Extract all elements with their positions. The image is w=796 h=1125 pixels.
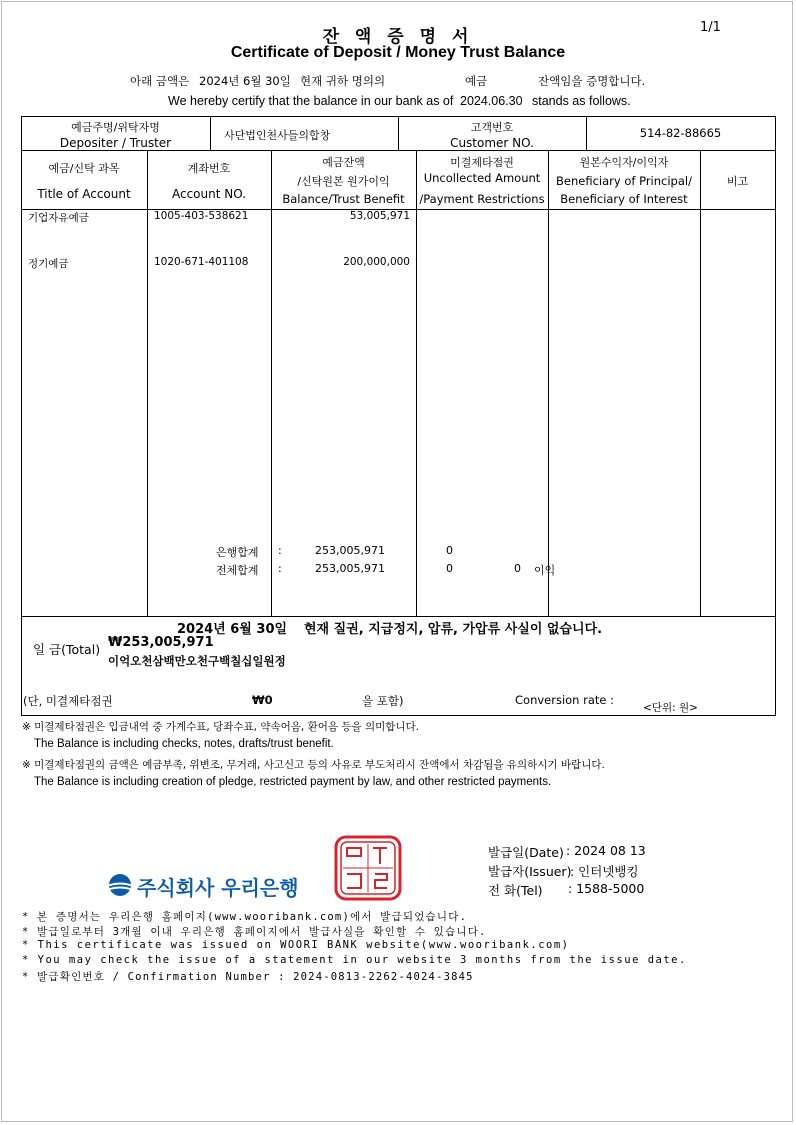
cert-en-2: stands as follows. [532,94,631,108]
col-uncollected-en2: /Payment Restrictions [419,192,545,206]
note-en-2: The Balance is including creation of pledge, restricted payment by law, and other restricted payments. [34,776,552,788]
footer-5: * 발급확인번호 / Confirmation Number : 2024-0813-2262-4024-3845 [22,971,474,983]
all-total-other: 0 [514,562,521,575]
col-account-en: Account NO. [171,187,246,201]
bank-total-amount: 253,005,971 [315,544,385,557]
bank-name: 주식회사 우리은행 [137,876,299,900]
page-number: 1/1 [700,20,721,35]
note-2: 을 포함) [362,694,404,708]
row-2-title: 정기예금 [28,258,69,270]
row-1-title: 기업자유예금 [28,212,89,224]
note-ko-1: ※ 미결제타점권은 입금내역 중 가계수표, 당좌수표, 약속어음, 환어음 등을 의미합니다. [22,721,420,733]
depositor-label-ko: 예금주명/위탁자명 [71,121,160,134]
summary-date: 2024년 6월 30일 [177,622,288,637]
all-total-uncollected: 0 [446,562,453,575]
customer-label-ko: 고객번호 [470,121,514,134]
cert-ko-3: 예금 [465,74,488,88]
conversion-rate: Conversion rate : [515,693,615,707]
tel-label: 전 화(Tel) [488,883,543,898]
bank-total-colon: : [278,544,282,557]
issuer-label: 발급자(Issuer) [488,864,572,879]
title-english: Certificate of Deposit / Money Trust Balance [230,44,566,61]
depositor-label-en: Depositer / Truster [59,136,172,150]
col-remark: 비고 [726,175,749,188]
cert-ko-2: 현재 귀하 명의의 [300,74,386,88]
row-2-balance: 200,000,000 [343,256,410,268]
row-1-account: 1005-403-538621 [154,210,249,222]
col-uncollected-en: Uncollected Amount [423,171,541,185]
footer-4: * You may check the issue of a statement in our website 3 months from the issue date. [22,954,687,966]
issuer-value: : 인터넷뱅킹 [570,864,639,879]
unit-label: <단위: 원> [643,702,698,714]
woori-logo-icon [107,873,137,897]
tel-value: : 1588-5000 [568,881,645,896]
all-total-colon: : [278,562,282,575]
cert-ko-4: 잔액임을 증명합니다. [538,74,646,88]
customer-label-en: Customer NO. [450,136,534,150]
all-total-label: 전체합계 [216,564,259,577]
cert-ko-date: 2024년 6월 30일 [199,74,291,88]
col-balance-ko: 예금잔액 [322,156,365,169]
footer-3: * This certificate was issued on WOORI BANK website(www.wooribank.com) [22,939,570,951]
note-ko-2: ※ 미결제타점권의 금액은 예금부족, 위변조, 무거래, 사고신고 등의 사유로 부도처리시 잔액에서 차감됨을 유의하시기 바랍니다. [22,759,605,771]
note-amount: ₩0 [252,693,273,707]
all-total-amount: 253,005,971 [315,562,385,575]
col-title-ko: 예금/신탁 과목 [48,162,120,175]
bank-total-label: 은행합계 [216,546,259,559]
all-total-unit: 이익 [534,564,556,577]
total-amount: ₩253,005,971 [108,635,214,650]
cert-en-date: 2024.06.30 [460,94,523,108]
col-beneficiary-en: Beneficiary of Principal/ [556,174,692,188]
depositor-value: 사단법인천사들의합창 [224,129,331,142]
cert-en-1: We hereby certify that the balance in our bank as of [168,94,454,108]
summary-statement: 현재 질권, 지급정지, 압류, 가압류 사실이 없습니다. [304,622,603,637]
col-beneficiary-ko: 원본수익자/이익자 [579,156,669,169]
row-1-balance: 53,005,971 [349,210,410,222]
note-en-1: The Balance is including checks, notes, drafts/trust benefit. [34,738,334,750]
note-1: (단, 미결제타점권 [23,694,113,708]
issue-date-label: 발급일(Date) [488,845,564,860]
col-balance-mid: /신탁원본 원가이익 [297,175,390,188]
cert-ko-1: 아래 금액은 [130,74,190,88]
bank-seal [333,834,403,902]
customer-value: 514-82-88665 [639,126,722,140]
bank-total-uncollected: 0 [446,544,453,557]
col-balance-en: Balance/Trust Benefit [282,192,405,206]
title-korean: 잔 액 증 명 서 [322,27,474,47]
col-account-ko: 계좌번호 [187,162,231,175]
col-uncollected-ko: 미결제타점권 [450,156,514,169]
col-title-en: Title of Account [37,187,131,201]
col-beneficiary-en2: Beneficiary of Interest [560,192,688,206]
total-words: 이억오천삼백만오천구백칠십일원정 [108,654,286,668]
row-2-account: 1020-671-401108 [154,256,249,268]
footer-1: * 본 증명서는 우리은행 홈페이지(www.wooribank.com)에서 발급되었습니다. [22,911,468,923]
footer-2: * 발급일로부터 3개월 이내 우리은행 홈페이지에서 발급사실을 확인할 수 있습니다. [22,926,487,938]
total-label: 일 금(Total) [33,642,101,657]
issue-date-value: : 2024 08 13 [566,843,646,858]
